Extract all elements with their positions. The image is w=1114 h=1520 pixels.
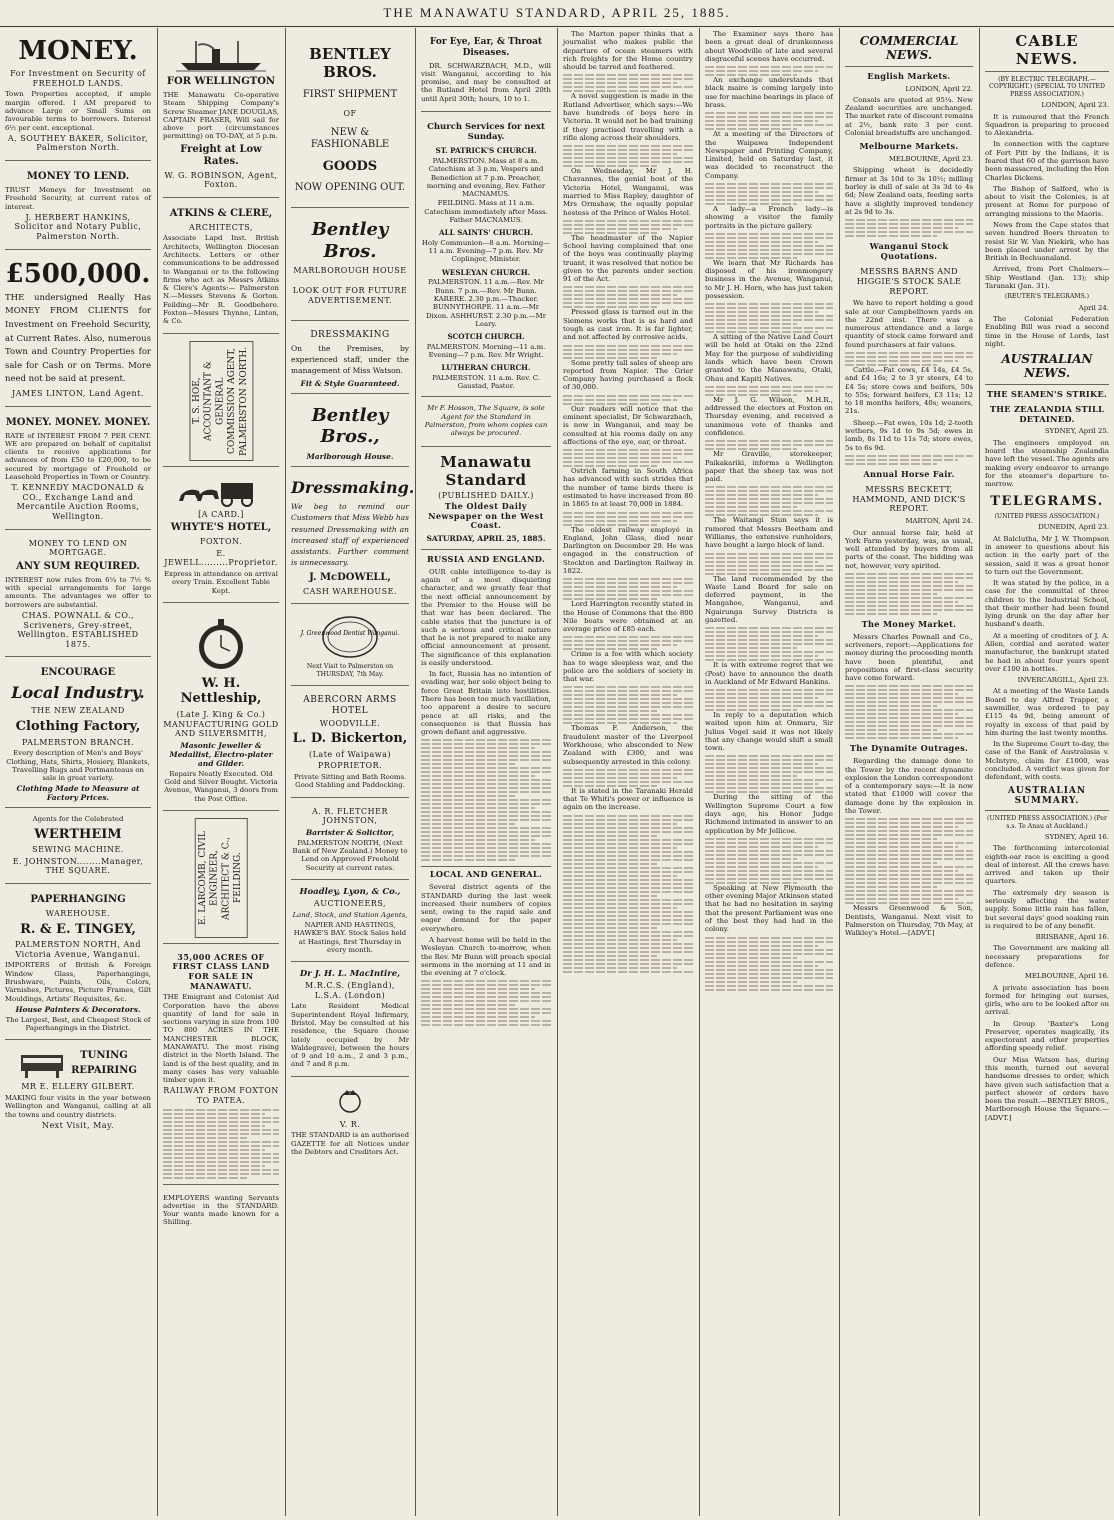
ad-money-baker bbox=[5, 30, 151, 161]
ad-signature: JAMES LINTON, Land Agent. bbox=[12, 388, 144, 398]
issue-date: SATURDAY, APRIL 25, 1885. bbox=[426, 533, 546, 543]
ad-heading: R. & E. TINGEY, bbox=[20, 921, 136, 937]
news-paragraph: During the sitting of the Wellington Supreme Court a few days ago, his Honor Judge Richmond intimated in answer to an application by Mr Jellicoe. bbox=[705, 793, 833, 835]
nameplate-sub: (PUBLISHED DAILY.) bbox=[438, 490, 534, 500]
news-paragraph: It is with extreme regret that we (Post) have to announce the death in Auckland of Mr Edward Hankins. bbox=[705, 661, 833, 686]
cable-paragraph: At a meeting of creditors of J. A. Allen, cordial and aerated water manufacturer, the bankrupt stated he had in about four years spent over £100 in bottles. bbox=[985, 631, 1109, 673]
dateline: DUNEDIN, April 23. bbox=[1038, 523, 1109, 532]
ad-body: Private Sitting and Bath Rooms. Good Stabling and Paddocking. bbox=[293, 773, 407, 790]
ad-heading: Hoadley, Lyon, & Co., bbox=[299, 886, 401, 897]
ad-schwarzbach bbox=[421, 30, 551, 112]
ad-signature: T. KENNEDY MACDONALD & CO., Exchange Land and Mercantile Auction Rooms, Wellington. bbox=[11, 483, 145, 521]
market-report: Messrs Charles Pownall and Co., scriveners, report:—Applications for money during the proceeding month have been plentiful, and propositions of first-class security have come forward. bbox=[845, 632, 973, 683]
cable-paragraph: The engineers employed on board the steamship Zealandia have left the vessel. The agents are making every endeavor to arrange for the steamer's departure to-morrow. bbox=[985, 438, 1109, 489]
news-paragraph: Ostrich farming in South Africa has advanced with such strides that the number of tame birds there is estimated to have increased from 80 in 1865 to at least 70,000 in 1884. bbox=[563, 467, 693, 509]
ad-body: MAKING four visits in the year between Wellington and Wanganui, calling at all the towns and country districts. bbox=[5, 1093, 151, 1119]
advertorial: In Group 'Baxter's Long Preserver, operates magically, its expectorant and other properties affording speedy relief. bbox=[985, 1019, 1109, 1053]
ad-tagline: Clothing Made to Measure at Factory Prices. bbox=[16, 784, 140, 803]
ad-pownall bbox=[5, 533, 151, 658]
ad-heading: L. D. Bickerton, bbox=[292, 731, 408, 747]
ad-subheading: WAREHOUSE. bbox=[45, 909, 111, 919]
ad-intro: Agents for the Celebrated bbox=[32, 815, 124, 824]
article-heading: RUSSIA AND ENGLAND. bbox=[426, 553, 546, 564]
church-times: Holy Communion—8 a.m. Morning—11 a.m. Evening—7 p.m. Rev. Mr Coplinger, Minister. bbox=[421, 238, 551, 264]
ad-subheading: AUCTIONEERS, bbox=[313, 899, 387, 909]
ad-hoe bbox=[163, 337, 279, 467]
news-paragraph: The Examiner says there has been a great deal of drunkenness about Woodville of late and several disgraceful scenes have occurred. bbox=[705, 30, 833, 63]
ad-body: THE Manawatu Co-operative Steam Shipping Company's Screw Steamer JANE DOUGLAS, CAPTAIN FRASER, Will sail for above port (circumstances permitting) on TO-DAY, at 5 p.m. bbox=[163, 91, 279, 141]
ad-subheading: MR E. ELLERY GILBERT. bbox=[21, 1082, 135, 1092]
ad-wertheim bbox=[5, 811, 151, 884]
news-paragraph: Some pretty tall sales of sheep are reported from Napier. The Grier Company having purchased a flock of 30,000. bbox=[563, 358, 693, 392]
subsection-heading: Melbourne Markets. bbox=[859, 141, 959, 152]
market-report: Our annual horse fair, held at York Farm yesterday, was, as usual, well attended by buyers from all parts of the coast. The bidding was not, however, very spirited. bbox=[845, 528, 973, 570]
cable-paragraph: A private association has been formed for bringing out nurses, girls, who are to be looked after on arrival. bbox=[985, 983, 1109, 1017]
ad-heading: For Eye, Ear, & Throat Diseases. bbox=[429, 37, 543, 58]
ad-heading: Dr J. H. L. MacIntire, bbox=[299, 969, 401, 980]
ad-heading: Clothing Factory, bbox=[15, 719, 141, 735]
news-paragraph: A sitting of the Native Land Court will be held at Otaki on the 22nd May for the purpose of subdividing lands which have been Crown granted to the Manawatu, Otaki, Ohau and Kapiti Natives. bbox=[705, 333, 833, 383]
column-7-commercial bbox=[840, 28, 978, 1516]
ad-subheading: (Late J. King & Co.) MANUFACTURING GOLD AND SILVERSMITH, bbox=[163, 709, 279, 739]
ad-subheading: RAILWAY FROM FOXTON TO PATEA. bbox=[163, 1086, 279, 1105]
vertical-text: T. S. HOE, ACCOUNTANT & GENERAL COMMISSION AGENT, PALMERSTON NORTH. bbox=[189, 341, 253, 461]
news-paragraph: At a meeting of the Directors of the Waipawa Independent Newspaper and Printing Company, Limited, held on Saturday last, it was decided to reconstruct the Company. bbox=[705, 130, 833, 180]
cable-paragraph: The Bishop of Salford, who is about to visit the Colonies, is at present at Rome for purpose of arranging missions to the Maoris. bbox=[985, 184, 1109, 218]
ad-subheading: FOXTON. bbox=[199, 537, 243, 547]
ad-subheading: NOW OPENING OUT. bbox=[294, 182, 406, 194]
news-paragraph: On Wednesday, Mr J. H. Chavannes, the genial host of the Victoria Hotel, Wanganui, was married to Miss Rapley, daughter of Mrs Ormshaw, the equally popular hostess of the Prince of Wales Hotel. bbox=[563, 167, 693, 217]
ad-body: The Largest, Best, and Cheapest Stock of Paperhangings in the District. bbox=[5, 1015, 151, 1033]
byline: (REUTER'S TELEGRAMS.) bbox=[1004, 293, 1090, 301]
ad-steamer bbox=[163, 30, 279, 198]
ad-heading-italic: Bentley Bros., bbox=[311, 404, 389, 448]
ad-signature: A. SOUTHEY BAKER, Solicitor, Palmerston North. bbox=[7, 133, 149, 153]
ad-body: EMPLOYERS wanting Servants advertise in the STANDARD. Your wants made known for a Shilling. bbox=[163, 1193, 279, 1227]
ad-dressmaking bbox=[291, 324, 409, 394]
ad-subheading: ARCHITECTS, bbox=[189, 222, 253, 232]
column-6-local-news bbox=[700, 28, 838, 1516]
news-paragraph: Speaking at New Plymouth the other evening Major Atkinson stated that he had no hesitation in saying that the present Parliament was one of the best they had had in the colony. bbox=[705, 883, 834, 934]
ad-tagline: Fit & Style Guaranteed. bbox=[300, 378, 400, 388]
ad-subheading: Marlborough House. bbox=[306, 451, 394, 461]
ad-body: Repairs Neatly Executed. Old Gold and Silver Bought. Victoria Avenue, Wanganui, 3 doors from the Post Office. bbox=[164, 769, 278, 803]
article-paragraph: Several district agents of the STANDARD during the last week increased their numbers of copies sent, owing to the rapid sale and eager demand for the paper everywhere. bbox=[421, 883, 551, 933]
byline: (UNITED PRESS ASSOCIATION.) (Per s.s. Te Anau at Auckland.) bbox=[987, 815, 1107, 830]
paper-nameplate bbox=[421, 450, 551, 550]
ad-heading: J. McDOWELL, bbox=[309, 571, 391, 583]
section-heading: AUSTRALIAN SUMMARY. bbox=[985, 786, 1109, 812]
dentist-stamp-logo bbox=[300, 614, 400, 660]
section-heading: Church Services for next Sunday. bbox=[427, 122, 545, 143]
vertical-text: E. LARCOMB, CIVIL ENGINEER, ARCHITECT & C., FEILDING. bbox=[195, 818, 248, 938]
ad-larcomb bbox=[163, 814, 279, 944]
byline: (BY ELECTRIC TELEGRAPH.—COPYRIGHT.) (SPECIAL TO UNITED PRESS ASSOCIATION.) bbox=[989, 76, 1105, 98]
ad-heading: BENTLEY BROS. bbox=[309, 45, 391, 81]
church-services bbox=[421, 115, 551, 397]
ad-subheading: M.R.C.S. (England), L.S.A. (London) bbox=[305, 981, 395, 1000]
ad-subheading: PALMERSTON BRANCH. bbox=[21, 737, 135, 747]
news-paragraph: In reply to a deputation which waited upon him at Onmaru, Sir Julius Vogel said it was not likely that any change would shift a small town. bbox=[705, 711, 833, 753]
stamp-text: J. Greenwood Dentist Wanganui. bbox=[300, 630, 400, 638]
ad-body: THE STANDARD is an authorised GAZETTE for all Notices under the Debtors and Creditors Act. bbox=[291, 1131, 409, 1156]
cable-paragraph: At Balclutha, Mr J. W. Thompson in answer to questions about his action in the early part of the session, said it was a great honor to turn out the Government. bbox=[985, 534, 1109, 576]
dateline: April 24. bbox=[1078, 303, 1109, 312]
article-paragraph: In fact, Russia has no intention of evading war, her sole object being to force Great Britain into hostilities. There has been too much vacillation, too apparent a desire to secure peace at all risks, and the consequence is that Russia has grown defiant and aggressive. bbox=[421, 670, 551, 737]
news-paragraph: Lord Harrington recently stated in the House of Commons that the 800 Nile boats were obtained at an average price of £85 each. bbox=[563, 600, 693, 634]
ad-heading: W. H. Nettleship, bbox=[180, 675, 262, 707]
ad-body: RATE of INTEREST FROM 7 PER CENT. WE are prepared on behalf of capitalist clients to receive applications for advances of from £50 to £20,000, to be secured by mortgage of Freehold or Leasehold Properties in Town or Country. bbox=[5, 431, 151, 481]
column-3-advertisements bbox=[286, 28, 414, 1516]
ad-body: THE undersigned Really Has MONEY FROM CLIENTS for Investment on Freehold Security, at Current Rates. Also, numerous Town and Country Properties for sale for Cash or on Terms. More need not be said at present. bbox=[5, 292, 151, 385]
cable-paragraph: News from the Cape states that seven hundred Boers threaten to resist Sir W. Van Niekirk, who has been placed under arrest by the British in Bechuanaland. bbox=[985, 220, 1109, 263]
news-paragraph: The oldest railway employé in England, John Glass, died near Darlington on December 29. He was engaged in the construction of Stockton and Darlington Railway in 1822. bbox=[563, 525, 693, 575]
news-paragraph: The Marton paper thinks that a journalist who makes public the departure of ocean steamers with rich freights for the Home country should be tarred and feathered. bbox=[563, 30, 693, 72]
royal-crest-icon bbox=[325, 1087, 375, 1117]
ad-money-to-lend bbox=[5, 164, 151, 250]
ad-johnston bbox=[291, 801, 409, 880]
ad-heading-italic: Bentley Bros. bbox=[311, 219, 389, 262]
ad-heading: WERTHEIM bbox=[34, 826, 122, 842]
ad-heading: 35,000 ACRES OF FIRST CLASS LAND FOR SALE IN MANAWATU. bbox=[172, 951, 270, 991]
cable-paragraph: It was stated by the police, in a case for the committal of three children to the Industrial School, that their mother had been found lying drunk on the day after her husband's death. bbox=[985, 579, 1109, 629]
ad-heading: A. R. FLETCHER JOHNSTON, bbox=[312, 806, 388, 826]
ad-body: Associate Lapd Inst. British Architects, Wellington Diocesan Architects. Letters or other communications to be addressed to Wanganui or to the following firms who act as Messrs Atkins & Clere's Agents:— Palmerston N.—Messrs Stevens & Gorton. Feilding—Mr R. Goodbehere. Foxton—Messrs Thynne, Linton, & Co. bbox=[163, 234, 279, 326]
church-name: ST. PATRICK'S CHURCH. bbox=[435, 146, 537, 156]
advertorial: Messrs Greenwood & Son, Dentists, Wanganui. Next visit to Palmerston on Thursday, 7th May, at Walkley's Hotel.—[ADVT.] bbox=[845, 904, 973, 938]
section-heading: COMMERCIAL NEWS. bbox=[845, 34, 973, 67]
ad-abercorn-arms bbox=[291, 689, 409, 798]
news-paragraph: We learn that Mr Richards has disposed of his ironmongery business in the Avenue, Wanganui, to Mr J. H. Horn, who has just taken possession. bbox=[705, 258, 833, 300]
news-paragraph: It is stated in the Taranaki Herald that Te Whiti's power or influence is again on the increase. bbox=[563, 786, 693, 812]
dateline: LONDON, April 23. bbox=[1041, 101, 1109, 110]
ad-heading-italic: Dressmaking. bbox=[291, 477, 415, 497]
ad-whytes-hotel bbox=[163, 470, 279, 603]
ad-heading: MONEY TO LEND. bbox=[26, 170, 130, 182]
section-heading: AUSTRALIAN NEWS. bbox=[985, 352, 1109, 385]
ad-body: THE Emigrant and Colonist Aid Corporation have the above quantity of land for sale in sections varying in size from 100 TO 800 ACRES IN THE MANCHESTER BLOCK, MANAWATU. The most rising district in the North Island. The land is of the best quality, and in many cases has very valuable timber upon it. bbox=[163, 993, 279, 1085]
subsection-heading: Annual Horse Fair. bbox=[863, 468, 955, 479]
news-paragraph: Crime is a foe with which society has to wage sleepless war, and the police are the soldiers of society in that war. bbox=[563, 650, 693, 684]
ad-body: NAPIER AND HASTINGS, HAWKE'S BAY. Stock Sales held at Hastings, first Thursday in every month. bbox=[293, 920, 407, 954]
ad-body: Every description of Men's and Boys' Clothing, Hats, Shirts, Hosiery, Blankets, Travelling Rugs and Portmanteaus on sale in great variety. bbox=[6, 749, 150, 783]
ad-heading: DRESSMAKING bbox=[310, 330, 390, 341]
ad-subheading: CASH WAREHOUSE. bbox=[302, 586, 397, 596]
ad-bentley-lookout bbox=[291, 211, 409, 321]
ad-body: PALMERSTON NORTH, (Next Bank of New Zealand.) Money to Lend on Approved Freehold Security at current rates. bbox=[292, 838, 408, 872]
ad-linton bbox=[5, 253, 151, 407]
coach-horses-icon bbox=[171, 477, 271, 507]
article-paragraph: A harvest home will be held in the Wesleyan Church to-morrow, when the Rev. Mr Bunn will preach special sermons in the morning at 11 and in the evening at 7 o'clock. bbox=[421, 935, 551, 978]
ad-gazette bbox=[291, 1080, 409, 1163]
article-paragraph: OUR cable intelligence to-day is again of a most disquieting character, and we greatly fear that the next official announcement by the Premier to the House will be that war has been declared. The cable states that the juncture is of such a serious and critical nature that he is not prepared to make any official announcement at present. The significance of this explanation is easily understood. bbox=[421, 567, 551, 667]
column-1-advertisements bbox=[0, 28, 156, 1516]
ad-heading: WHYTE'S HOTEL, bbox=[170, 522, 272, 534]
ad-body: Town Properties accepted, if ample margin offered. I AM prepared to advance Large or Small Sums on favourable terms to borrowers. Interest 6½ per cent. exceptional. bbox=[5, 90, 151, 132]
ad-heading: £500,000. bbox=[5, 258, 151, 289]
church-name: ALL SAINTS' CHURCH. bbox=[439, 228, 533, 238]
church-name: WESLEYAN CHURCH. bbox=[441, 267, 531, 277]
ad-macintire bbox=[291, 965, 409, 1077]
subsection-heading: English Markets. bbox=[867, 70, 951, 81]
subsection-heading: Wanganui Stock Quotations. bbox=[869, 241, 949, 261]
news-paragraph: The land recommended by the Waste Land Board for sale on deferred payment, in the Mangahoe, Wanganui, and Ngairunga Survey Districts is gazetted. bbox=[705, 574, 833, 624]
church-name: SCOTCH CHURCH. bbox=[447, 332, 525, 342]
ad-manchester-block bbox=[163, 947, 279, 1185]
ad-small: OF bbox=[343, 109, 357, 118]
church-times: PALMERSTON. Morning—11 a.m. Evening—7 p.m. Rev. Mr Wright. bbox=[426, 342, 546, 359]
ad-address: PALMERSTON NORTH, And Victoria Avenue, Wanganui. bbox=[14, 940, 142, 959]
ad-subheading: Barrister & Solicitor, bbox=[305, 827, 395, 837]
ad-note: Next Visit to Palmerston on THURSDAY, 7th May. bbox=[306, 663, 394, 678]
ad-tingey bbox=[5, 887, 151, 1040]
dateline: MARTON, April 24. bbox=[905, 517, 973, 526]
cable-paragraph: The Government are making all necessary preparations for defence. bbox=[985, 944, 1109, 969]
ad-heading: MONEY TO LEND ON MORTGAGE. bbox=[28, 538, 128, 558]
cable-paragraph: The Colonial Federation Enabling Bill was read a second time in the House of Lords, last night. bbox=[985, 314, 1109, 348]
market-report: Consols are quoted at 95¼. New Zealand securities are unchanged. The market rate of discount remains at 2½, bank rate 3 per cent. Colonial breadstuffs are unchanged. bbox=[845, 95, 973, 138]
ad-tagline: House Painters & Decorators. bbox=[15, 1004, 141, 1014]
ad-signature: CHAS. POWNALL & CO., Scriveners, Grey-street, Wellington. ESTABLISHED 1875. bbox=[17, 610, 139, 649]
column-8-cable-news bbox=[980, 28, 1114, 1516]
dateline: LONDON, April 22. bbox=[905, 84, 973, 93]
ad-body: Express in attendance on arrival every Train. Excellent Table Kept. bbox=[164, 569, 278, 595]
ad-subheading: MARLBOROUGH HOUSE bbox=[293, 266, 407, 276]
market-report: We have to report holding a good sale at our Campbelltown yards on the 22nd inst. There was a numerous attendance and a large quantity of stock came forward and found purchasers at fair values. bbox=[845, 299, 973, 349]
masthead bbox=[0, 0, 1114, 27]
nameplate-tagline: The Oldest Daily Newspaper on the West Coast. bbox=[428, 501, 544, 531]
cable-paragraph: In the Supreme Court to-day, the case of the Bank of Australasia v. McIntyre, claim for £1000, was concluded. A verdict was given for defendant, with costs. bbox=[985, 740, 1109, 782]
ad-subheading: PROPRIETOR. bbox=[317, 761, 383, 771]
ad-signature: J. HERBERT HANKINS, Solicitor and Notary Public, Palmerston North. bbox=[14, 212, 142, 241]
cable-paragraph: Arrived, from Port Chalmers—Ship Westland (Jan. 13); ship Taranaki (Jan. 31). bbox=[985, 265, 1109, 290]
ad-body: Late Resident Medical Superintendent Royal Infirmary, Bristol. May be consulted at his residence, the Square (house lately occupied by Mr Waldegrave), between the hours of 9 and 10 a.m., 2 and 3 p.m., and 7 and 8 p.m. bbox=[291, 1002, 409, 1069]
nameplate-title: Manawatu Standard bbox=[440, 452, 532, 489]
ad-heading: ENCOURAGE bbox=[40, 667, 116, 679]
byline: (UNITED PRESS ASSOCIATION.) bbox=[994, 512, 1100, 520]
ad-bentley-shipment bbox=[291, 30, 409, 208]
ad-body: On the Premises, by experienced staff, under the management of Miss Watson. bbox=[291, 343, 409, 376]
news-paragraph: Thomas F. Anderson, the fraudulent master of the Liverpool Workhouse, who absconded to New Zealand with £300, and was subsequently arrested in this colony. bbox=[563, 724, 693, 766]
ad-monogram: V. R. bbox=[339, 1119, 361, 1129]
cable-paragraph: The forthcoming intercolonial eighth-oar race is exciting a good deal of interest. All the crews have arrived and taken up their quarters. bbox=[985, 844, 1109, 886]
ad-hoadley-lyon bbox=[291, 883, 409, 962]
ad-body: DR. SCHWARZBACH, M.D., will visit Wanganui, according to his promise, and may be consulted at the Rutland Hotel from April 20th until April 30th; hours, 10 to 1. bbox=[421, 61, 551, 103]
church-times: FEILDING. Mass at 11 a.m. Catechism immediately after Mass. Father MACNAMUS. bbox=[424, 199, 548, 224]
ad-subheading: FIRST SHIPMENT bbox=[302, 89, 398, 100]
ad-subheading: NEW & FASHIONABLE bbox=[310, 126, 390, 150]
section-heading: CABLE NEWS. bbox=[985, 32, 1109, 72]
ad-subheading: ANY SUM REQUIRED. bbox=[16, 560, 140, 572]
ad-heading: MONEY. MONEY. MONEY. bbox=[5, 416, 151, 428]
ad-greenwood-dentist bbox=[291, 607, 409, 686]
ad-body: TRUST Moneys for Investment on Freehold Security, at current rates of interest. bbox=[5, 185, 151, 211]
ad-subheading: Freight at Low Rates. bbox=[180, 143, 262, 167]
column-5-local-news bbox=[558, 28, 698, 1516]
ad-proprietor: E. JEWELL.........Proprietor. bbox=[164, 548, 278, 568]
ad-tagline: Masonic Jeweller & Medallist, Electro-plater and Gilder. bbox=[169, 740, 273, 768]
newspaper-title: THE MANAWATU STANDARD, APRIL 25, 1885. bbox=[383, 5, 731, 20]
ad-card-label: [A CARD.] bbox=[198, 509, 244, 519]
ad-heading: TUNING bbox=[80, 1050, 128, 1062]
news-paragraph: Mr J. G. Wilson, M.H.R., addressed the electors at Foxton on Thursday evening, and received a unanimous vote of thanks and confidence. bbox=[705, 395, 833, 437]
article-heading: LOCAL AND GENERAL. bbox=[421, 866, 551, 880]
notice-body: Mr F. Hosson, The Square, is sole Agent for the Standard in Palmerston, from whom copies can always be procured. bbox=[424, 404, 548, 438]
section-heading: TELEGRAMS. bbox=[990, 494, 1104, 510]
dateline: INVERCARGILL, April 23. bbox=[1017, 676, 1109, 685]
dateline: MELBOURNE, April 23. bbox=[888, 155, 973, 164]
ad-signature: W. G. ROBINSON, Agent, Foxton. bbox=[164, 170, 278, 190]
church-times: PALMERSTON. 11 a.m.—Rev. Mr Bunn. 7 p.m.—Rev. Mr Bunn. KARERE. 2.30 p.m.—Thacker. BUNNYTHORPE. 11 a.m.—Mr Dixon. ASHHURST. 2.30 p.m.—Mr Leary. bbox=[425, 278, 547, 328]
ad-signature: E. JOHNSTON........Manager, THE SQUARE. bbox=[12, 856, 144, 876]
column-2-advertisements bbox=[158, 28, 284, 1516]
news-paragraph: The headmaster of the Napier School having complained that one of the boys was continually playing truant, it was resolved that notice be given to the parents under section 91 of the Act. bbox=[563, 233, 693, 284]
ad-heading: ABERCORN ARMS HOTEL bbox=[303, 695, 397, 716]
news-paragraph: The Waitangi Stun says it is rumored that Messrs Beetham and Williams, the extensive runholders, have bought a large block of land. bbox=[705, 516, 833, 550]
market-report: Cattle.—Fat cows, £4 14s, £4 5s, and £4 16s; 2 to 3 yr steers, £4 to £4 5s; store cows and heifers, 50s to 55s; forward heifers, £3 11s; 12 to 18 months heifers, 40s; weaners, 21s. bbox=[845, 366, 973, 416]
dateline: SYDNEY, April 25. bbox=[1044, 427, 1109, 436]
ad-heading: MONEY. bbox=[18, 36, 138, 66]
church-times: PALMERSTON. Mass at 8 a.m. Catechism at 3 p.m. Vespers and Benediction at 7 p.m. Preacher, morning and evening, Rev. Father MACNAMUS. bbox=[426, 157, 546, 199]
subsection-heading: The Money Market. bbox=[861, 618, 957, 629]
subsection-heading: THE SEAMEN'S STRIKE. bbox=[986, 388, 1108, 399]
news-paragraph: Our readers will notice that the eminent specialist, Dr Schwarzbach, is now in Wanganui, and may be consulted at his rooms daily on any affections of the eye, ear, or throat. bbox=[563, 404, 693, 446]
subsection-heading: THE ZEALANDIA STILL DETAINED. bbox=[989, 403, 1105, 424]
news-paragraph: A novel suggestion is made in the Rutland Advertiser, which says:—We have hundreds of boys here in Victoria. It would not be bad training if they practised travelling with a rifle along across their shoulders. bbox=[563, 92, 694, 142]
ad-subheading: THE NEW ZEALAND bbox=[31, 706, 125, 716]
subsection-heading: The Dynamite Outrages. bbox=[849, 743, 969, 754]
ad-gilbert bbox=[5, 1043, 151, 1137]
report-heading: MESSRS BECKETT, HAMMOND, AND DICK'S REPORT. bbox=[852, 483, 966, 514]
ad-heading: REPAIRING bbox=[71, 1065, 137, 1077]
ad-atkins-clere bbox=[163, 201, 279, 334]
steamship-icon bbox=[176, 37, 266, 73]
cable-paragraph: In connection with the capture of Fort Pitt by the Indians, it is feared that 60 of the garrison have been massacred, including the Hon Charles Dickens. bbox=[985, 140, 1109, 182]
news-paragraph: Mr Graville, storekeeper, Paikakariki, informs a Wellington paper that the sheep tax was not paid. bbox=[705, 450, 833, 484]
ad-heading: GOODS bbox=[322, 158, 378, 174]
cable-paragraph: It is rumoured that the French Squadron is preparing to proceed to Alexandria. bbox=[985, 112, 1109, 138]
piano-icon bbox=[19, 1049, 65, 1079]
advertorial: Our Miss Watson has, during this month, turned out several handsome dresses to order, which have given such satisfaction that a perfect shower of orders have been the result.—BENTLEY BROS., Marlborough House the Square.—[ADVT.] bbox=[985, 1055, 1109, 1122]
ad-heading-italic: Local Industry. bbox=[11, 683, 145, 703]
report-heading: MESSRS BARNS AND HIGGIE'S STOCK SALE REPORT. bbox=[856, 265, 962, 296]
ad-subheading: Land, Stock, and Station Agents, bbox=[292, 910, 408, 919]
ad-clothing-factory bbox=[5, 660, 151, 808]
ad-footer: Next Visit, May. bbox=[41, 1120, 115, 1130]
column-4-editorial bbox=[416, 28, 556, 1516]
ad-body: IMPORTERS of British & Foreign Window Glass, Paperhangings, Brushware, Paints, Oils, Colors, Varnishes, Pictures, Picture Frames, Gilt Mouldings, Artists' Requisites, &c. bbox=[5, 961, 151, 1003]
agent-notice bbox=[421, 400, 551, 446]
dateline: SYDNEY, April 16. bbox=[1044, 833, 1109, 841]
ad-mcdowell bbox=[291, 470, 415, 604]
church-times: PALMERSTON. 11 a.m. Rev. C. Gaustad, Pastor. bbox=[432, 373, 540, 391]
ad-heading: ATKINS & CLERE, bbox=[169, 207, 273, 219]
news-paragraph: A lady—a French lady—is showing a visitor the family portraits in the picture gallery. bbox=[705, 204, 833, 230]
market-report: Shipping wheat is decidedly firmer at 3s 10d to 3s 10½; milling barley is dull of sale at 3s 3d to 4s 6d; New Zealand oats, feeding sorts have a slightly improved tendency at 2s 9d to 3s. bbox=[845, 166, 973, 216]
ad-body: We beg to remind our Customers that Miss Webb has resumed Dressmaking with an increased staff of experienced assistants. Further comment is unnecessary. bbox=[291, 502, 409, 568]
news-paragraph: Pressed glass is turned out in the Siemens works that is as hard and tough as cast iron. It is far lighter, and not affected by corrosive acids. bbox=[563, 308, 693, 342]
ad-subheading: WOODVILLE. bbox=[319, 718, 381, 728]
watch-icon bbox=[186, 613, 256, 673]
ad-subheading: (Late of Waipawa) bbox=[309, 749, 391, 759]
cable-paragraph: The extremely dry season is seriously affecting the water supply. Some little rain has fallen, but several days' good soaking rain is required to be of any benefit. bbox=[985, 888, 1109, 930]
ad-body: LOOK OUT FOR FUTURE ADVERTISEMENT. bbox=[292, 285, 408, 305]
ad-subheading: SEWING MACHINE. bbox=[32, 845, 124, 855]
dateline: MELBOURNE, April 16. bbox=[1024, 972, 1109, 981]
ad-heading: PAPERHANGING bbox=[30, 894, 126, 906]
news-paragraph: An exchange understands that black maire is coming largely into use for machine bearings in place of brass. bbox=[705, 76, 833, 109]
ad-body: INTEREST now rules from 6¼ to 7½ % with special arrangements for large amounts. The advantages we offer to borrowers are substantial. bbox=[5, 575, 151, 609]
church-name: LUTHERAN CHURCH. bbox=[441, 363, 531, 373]
cable-paragraph: At a meeting of the Waste Lands Board to day Alfred Trapper, a sawmiller, was ordered to pay £115 4s 9d, being amount of royalty in excess of that paid by him during the last twenty months. bbox=[985, 687, 1109, 737]
ad-employers bbox=[163, 1188, 279, 1234]
ad-heading: FOR WELLINGTON bbox=[166, 76, 276, 87]
article-paragraph: Regarding the damage done to the Tower by the recent dynamite explosion the London correspondent of a contemporary says:—It is now stated that £1000 will cover the damage done by the explosion in the Tower. bbox=[845, 757, 973, 815]
ad-bentley-marlborough bbox=[291, 397, 409, 467]
ad-macdonald bbox=[5, 410, 151, 530]
ad-nettleship bbox=[163, 606, 279, 811]
market-report: Sheep.—Fat ewes, 10s 1d; 2-tooth wethers, 9s 1d to 9s 5d; ewes in lamb, 8s 11d to 11s 7d; store ewes, 5s to 6s 9d. bbox=[845, 418, 973, 452]
dateline: BRISBANE, April 16. bbox=[1035, 933, 1109, 942]
ad-subheading: For Investment on Security of FREEHOLD LANDS. bbox=[10, 69, 146, 88]
